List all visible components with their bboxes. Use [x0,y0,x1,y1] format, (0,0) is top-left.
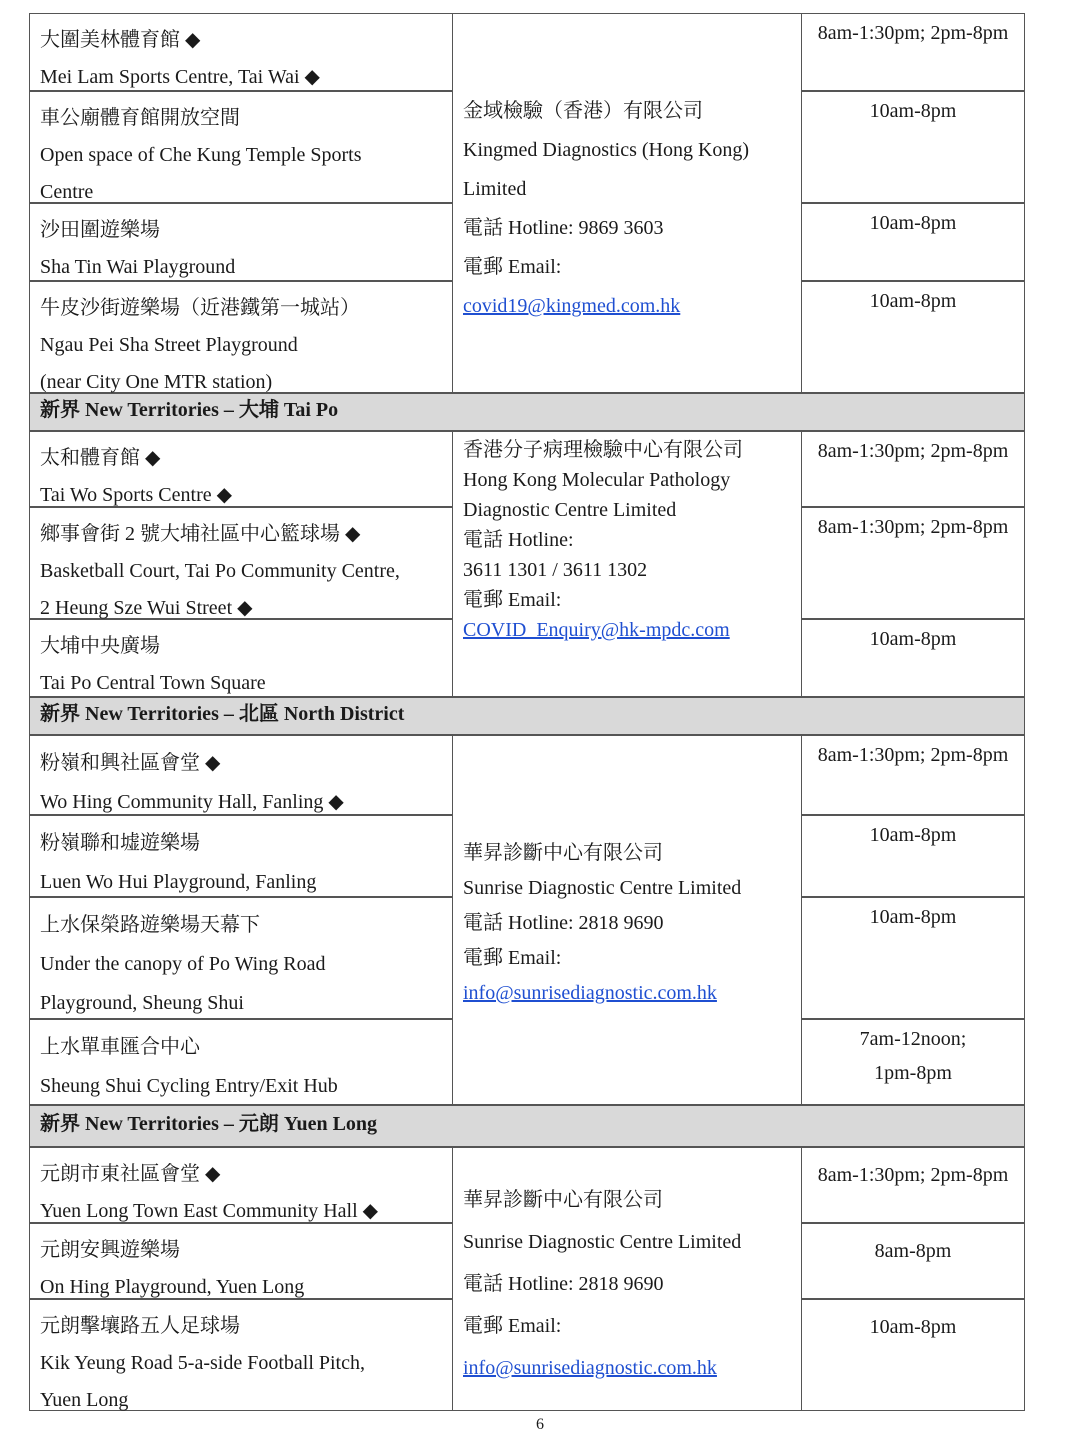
location-name-en: Yuen Long [40,1389,129,1411]
location-name-zh: 車公廟體育館開放空間 [40,107,240,129]
hours-cell [801,507,1025,619]
hours-cell [801,281,1025,393]
provider-email-link[interactable]: info@sunrisediagnostic.com.hk [463,1357,717,1379]
opening-hours: 1pm-8pm [874,1062,952,1084]
location-name-zh: 元朗市東社區會堂 ◆ [40,1163,221,1185]
hours-cell [801,619,1025,697]
location-name-zh: 牛皮沙街遊樂場（近港鐵第一城站） [40,297,360,319]
opening-hours: 10am-8pm [869,290,957,312]
provider-email-link[interactable]: COVID_Enquiry@hk-mpdc.com [463,619,730,641]
provider-email-label: 電郵 Email: [463,256,562,278]
hours-cell [801,815,1025,897]
hours-cell [801,1223,1025,1299]
provider-name-en: Limited [463,178,527,200]
location-name-zh: 鄉事會街 2 號大埔社區中心籃球場 ◆ [40,523,361,545]
hours-cell [801,431,1025,507]
section-header-north-district: 新界 New Territories – 北區 North District [29,697,1025,735]
location-name-en: Playground, Sheung Shui [40,992,244,1014]
provider-name-zh: 金域檢驗（香港）有限公司 [463,100,703,122]
opening-hours: 8am-1:30pm; 2pm-8pm [817,1164,1009,1186]
location-cell [29,1019,453,1105]
provider-cell [452,735,802,1105]
location-cell [29,281,453,393]
location-cell [29,1299,453,1411]
location-name-zh: 元朗安興遊樂場 [40,1239,180,1261]
location-cell [29,91,453,203]
hours-cell [801,1299,1025,1411]
provider-name-zh: 華昇診斷中心有限公司 [463,842,663,864]
provider-hotline: 電話 Hotline: [463,529,574,551]
location-name-en: On Hing Playground, Yuen Long [40,1276,305,1298]
opening-hours: 8am-1:30pm; 2pm-8pm [817,22,1009,44]
location-name-en: 2 Heung Sze Wui Street ◆ [40,597,253,619]
opening-hours: 10am-8pm [869,628,957,650]
hours-cell [801,1147,1025,1223]
hours-cell [801,91,1025,203]
provider-email-link[interactable]: info@sunrisediagnostic.com.hk [463,982,717,1004]
opening-hours: 10am-8pm [869,212,957,234]
location-cell [29,13,453,91]
page-number: 6 [536,1416,544,1433]
location-cell [29,507,453,619]
location-name-zh: 沙田圍遊樂場 [40,219,160,241]
provider-email-label: 電郵 Email: [463,1315,562,1337]
provider-email-label: 電郵 Email: [463,947,562,969]
hours-cell [801,13,1025,91]
location-cell [29,735,453,815]
provider-hotline: 電話 Hotline: 9869 3603 [463,217,664,239]
opening-hours: 8am-1:30pm; 2pm-8pm [817,744,1009,766]
provider-hotline: 電話 Hotline: 2818 9690 [463,912,664,934]
location-name-en: Under the canopy of Po Wing Road [40,953,326,975]
location-cell [29,619,453,697]
provider-name-en: Kingmed Diagnostics (Hong Kong) [463,139,750,161]
hours-cell [801,735,1025,815]
provider-hotline: 電話 Hotline: 2818 9690 [463,1273,664,1295]
location-cell [29,1147,453,1223]
location-name-en: Basketball Court, Tai Po Community Centre, [40,560,400,582]
location-name-en: Kik Yeung Road 5-a-side Football Pitch, [40,1352,365,1374]
opening-hours: 10am-8pm [869,906,957,928]
opening-hours: 8am-1:30pm; 2pm-8pm [817,440,1009,462]
location-name-en: Mei Lam Sports Centre, Tai Wai ◆ [40,66,320,88]
location-cell [29,431,453,507]
location-name-zh: 太和體育館 ◆ [40,447,161,469]
provider-email-label: 電郵 Email: [463,589,562,611]
hours-cell [801,203,1025,281]
opening-hours: 10am-8pm [869,100,957,122]
provider-cell [452,431,802,697]
location-name-en: Yuen Long Town East Community Hall ◆ [40,1200,379,1222]
opening-hours: 10am-8pm [869,824,957,846]
location-name-en: (near City One MTR station) [40,371,273,393]
opening-hours: 10am-8pm [869,1316,957,1338]
location-cell [29,815,453,897]
provider-name-zh: 香港分子病理檢驗中心有限公司 [463,439,743,461]
section-header-yuen-long: 新界 New Territories – 元朗 Yuen Long [29,1105,1025,1147]
opening-hours: 8am-8pm [874,1240,952,1262]
provider-name-en: Diagnostic Centre Limited [463,499,677,521]
provider-name-en: Hong Kong Molecular Pathology [463,469,731,491]
provider-cell [452,1147,802,1411]
location-name-zh: 粉嶺和興社區會堂 ◆ [40,752,221,774]
location-cell [29,897,453,1019]
location-name-en: Luen Wo Hui Playground, Fanling [40,871,317,893]
location-cell [29,203,453,281]
location-cell [29,1223,453,1299]
location-name-zh: 元朗擊壤路五人足球場 [40,1315,240,1337]
provider-email-link[interactable]: covid19@kingmed.com.hk [463,295,681,317]
hours-cell [801,897,1025,1019]
provider-name-zh: 華昇診斷中心有限公司 [463,1189,663,1211]
location-name-en: Wo Hing Community Hall, Fanling ◆ [40,791,344,813]
location-name-zh: 粉嶺聯和墟遊樂場 [40,832,200,854]
opening-hours: 8am-1:30pm; 2pm-8pm [817,516,1009,538]
location-name-zh: 上水單車匯合中心 [40,1036,200,1058]
location-name-en: Ngau Pei Sha Street Playground [40,334,298,356]
section-header-tai-po: 新界 New Territories – 大埔 Tai Po [29,393,1025,431]
provider-hotline-numbers: 3611 1301 / 3611 1302 [463,559,648,581]
hours-cell [801,1019,1025,1105]
location-name-en: Open space of Che Kung Temple Sports [40,144,362,166]
location-name-en: Sha Tin Wai Playground [40,256,236,278]
opening-hours: 7am-12noon; [859,1028,967,1050]
provider-name-en: Sunrise Diagnostic Centre Limited [463,1231,742,1253]
location-name-en: Sheung Shui Cycling Entry/Exit Hub [40,1075,338,1097]
location-name-en: Centre [40,181,94,203]
location-name-zh: 上水保榮路遊樂場天幕下 [40,914,260,936]
location-name-en: Tai Wo Sports Centre ◆ [40,484,232,506]
location-name-en: Tai Po Central Town Square [40,672,266,694]
provider-cell [452,13,802,393]
location-name-zh: 大圍美林體育館 ◆ [40,29,201,51]
location-name-zh: 大埔中央廣場 [40,635,160,657]
provider-name-en: Sunrise Diagnostic Centre Limited [463,877,742,899]
